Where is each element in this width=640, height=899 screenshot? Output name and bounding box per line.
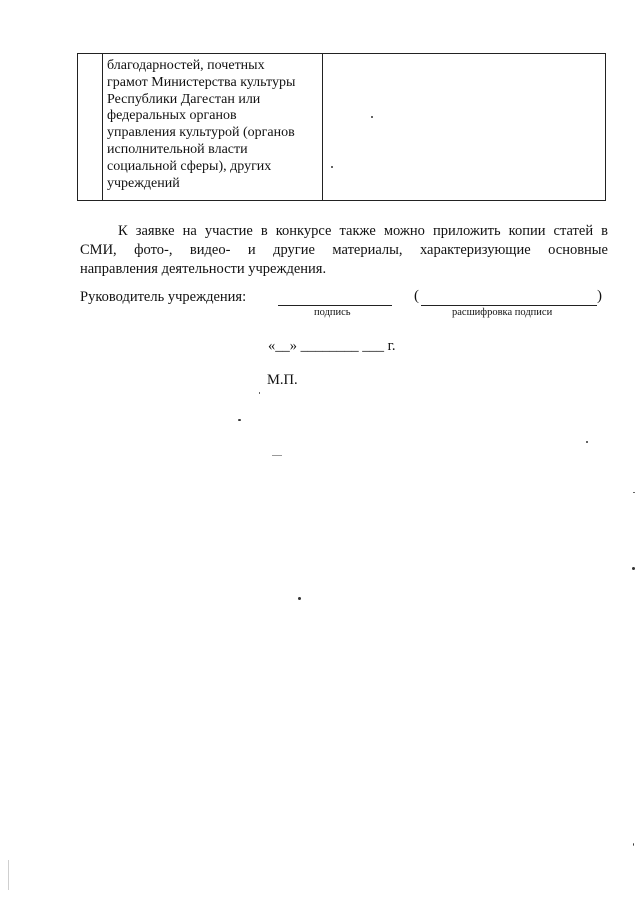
scan-speck: [632, 567, 635, 570]
scan-speck: [633, 492, 635, 493]
signature-caption: подпись: [314, 307, 351, 318]
table-line: учреждений: [107, 175, 180, 191]
signature-line: [278, 305, 392, 306]
paragraph-line: направления деятельности учреждения.: [80, 261, 327, 277]
table-line: социальной сферы), других: [107, 158, 272, 174]
scan-speck: [298, 597, 301, 600]
decode-open-paren: (: [414, 288, 419, 304]
scan-speck: [371, 116, 373, 118]
table-line: исполнительной власти: [107, 141, 248, 157]
table-line: управления культурой (органов: [107, 125, 295, 141]
table-value-cell: [323, 54, 605, 200]
decode-close-paren: ): [597, 288, 602, 304]
scan-edge-line: [8, 860, 9, 890]
table-number-column: [78, 54, 103, 200]
table-line: Республики Дагестан или: [107, 91, 261, 107]
stamp-place-label: М.П.: [267, 372, 298, 388]
signature-decode-caption: расшифровка подписи: [452, 307, 553, 318]
scan-speck: [259, 392, 260, 394]
head-of-institution-label: Руководитель учреждения:: [80, 289, 247, 305]
scan-speck: [238, 419, 241, 421]
scan-speck: [272, 455, 282, 456]
paragraph-line: СМИ, фото-, видео- и другие материалы, характеризующие основные: [80, 242, 608, 258]
table-criteria-cell: [103, 54, 323, 200]
table-line: грамот Министерства культуры: [107, 74, 296, 90]
date-field: «__» ________ ___ г.: [268, 338, 396, 354]
table-line: федеральных органов: [107, 108, 237, 124]
scan-speck: [633, 843, 634, 846]
scan-speck: [331, 166, 333, 168]
table-line: благодарностей, почетных: [107, 58, 265, 73]
attachments-paragraph: [80, 222, 608, 279]
scan-speck: [586, 441, 588, 443]
paragraph-line: К заявке на участие в конкурсе также можно приложить копии статей в: [118, 223, 608, 239]
criteria-table-fragment: [77, 53, 606, 201]
signature-decode-line: [421, 305, 597, 306]
